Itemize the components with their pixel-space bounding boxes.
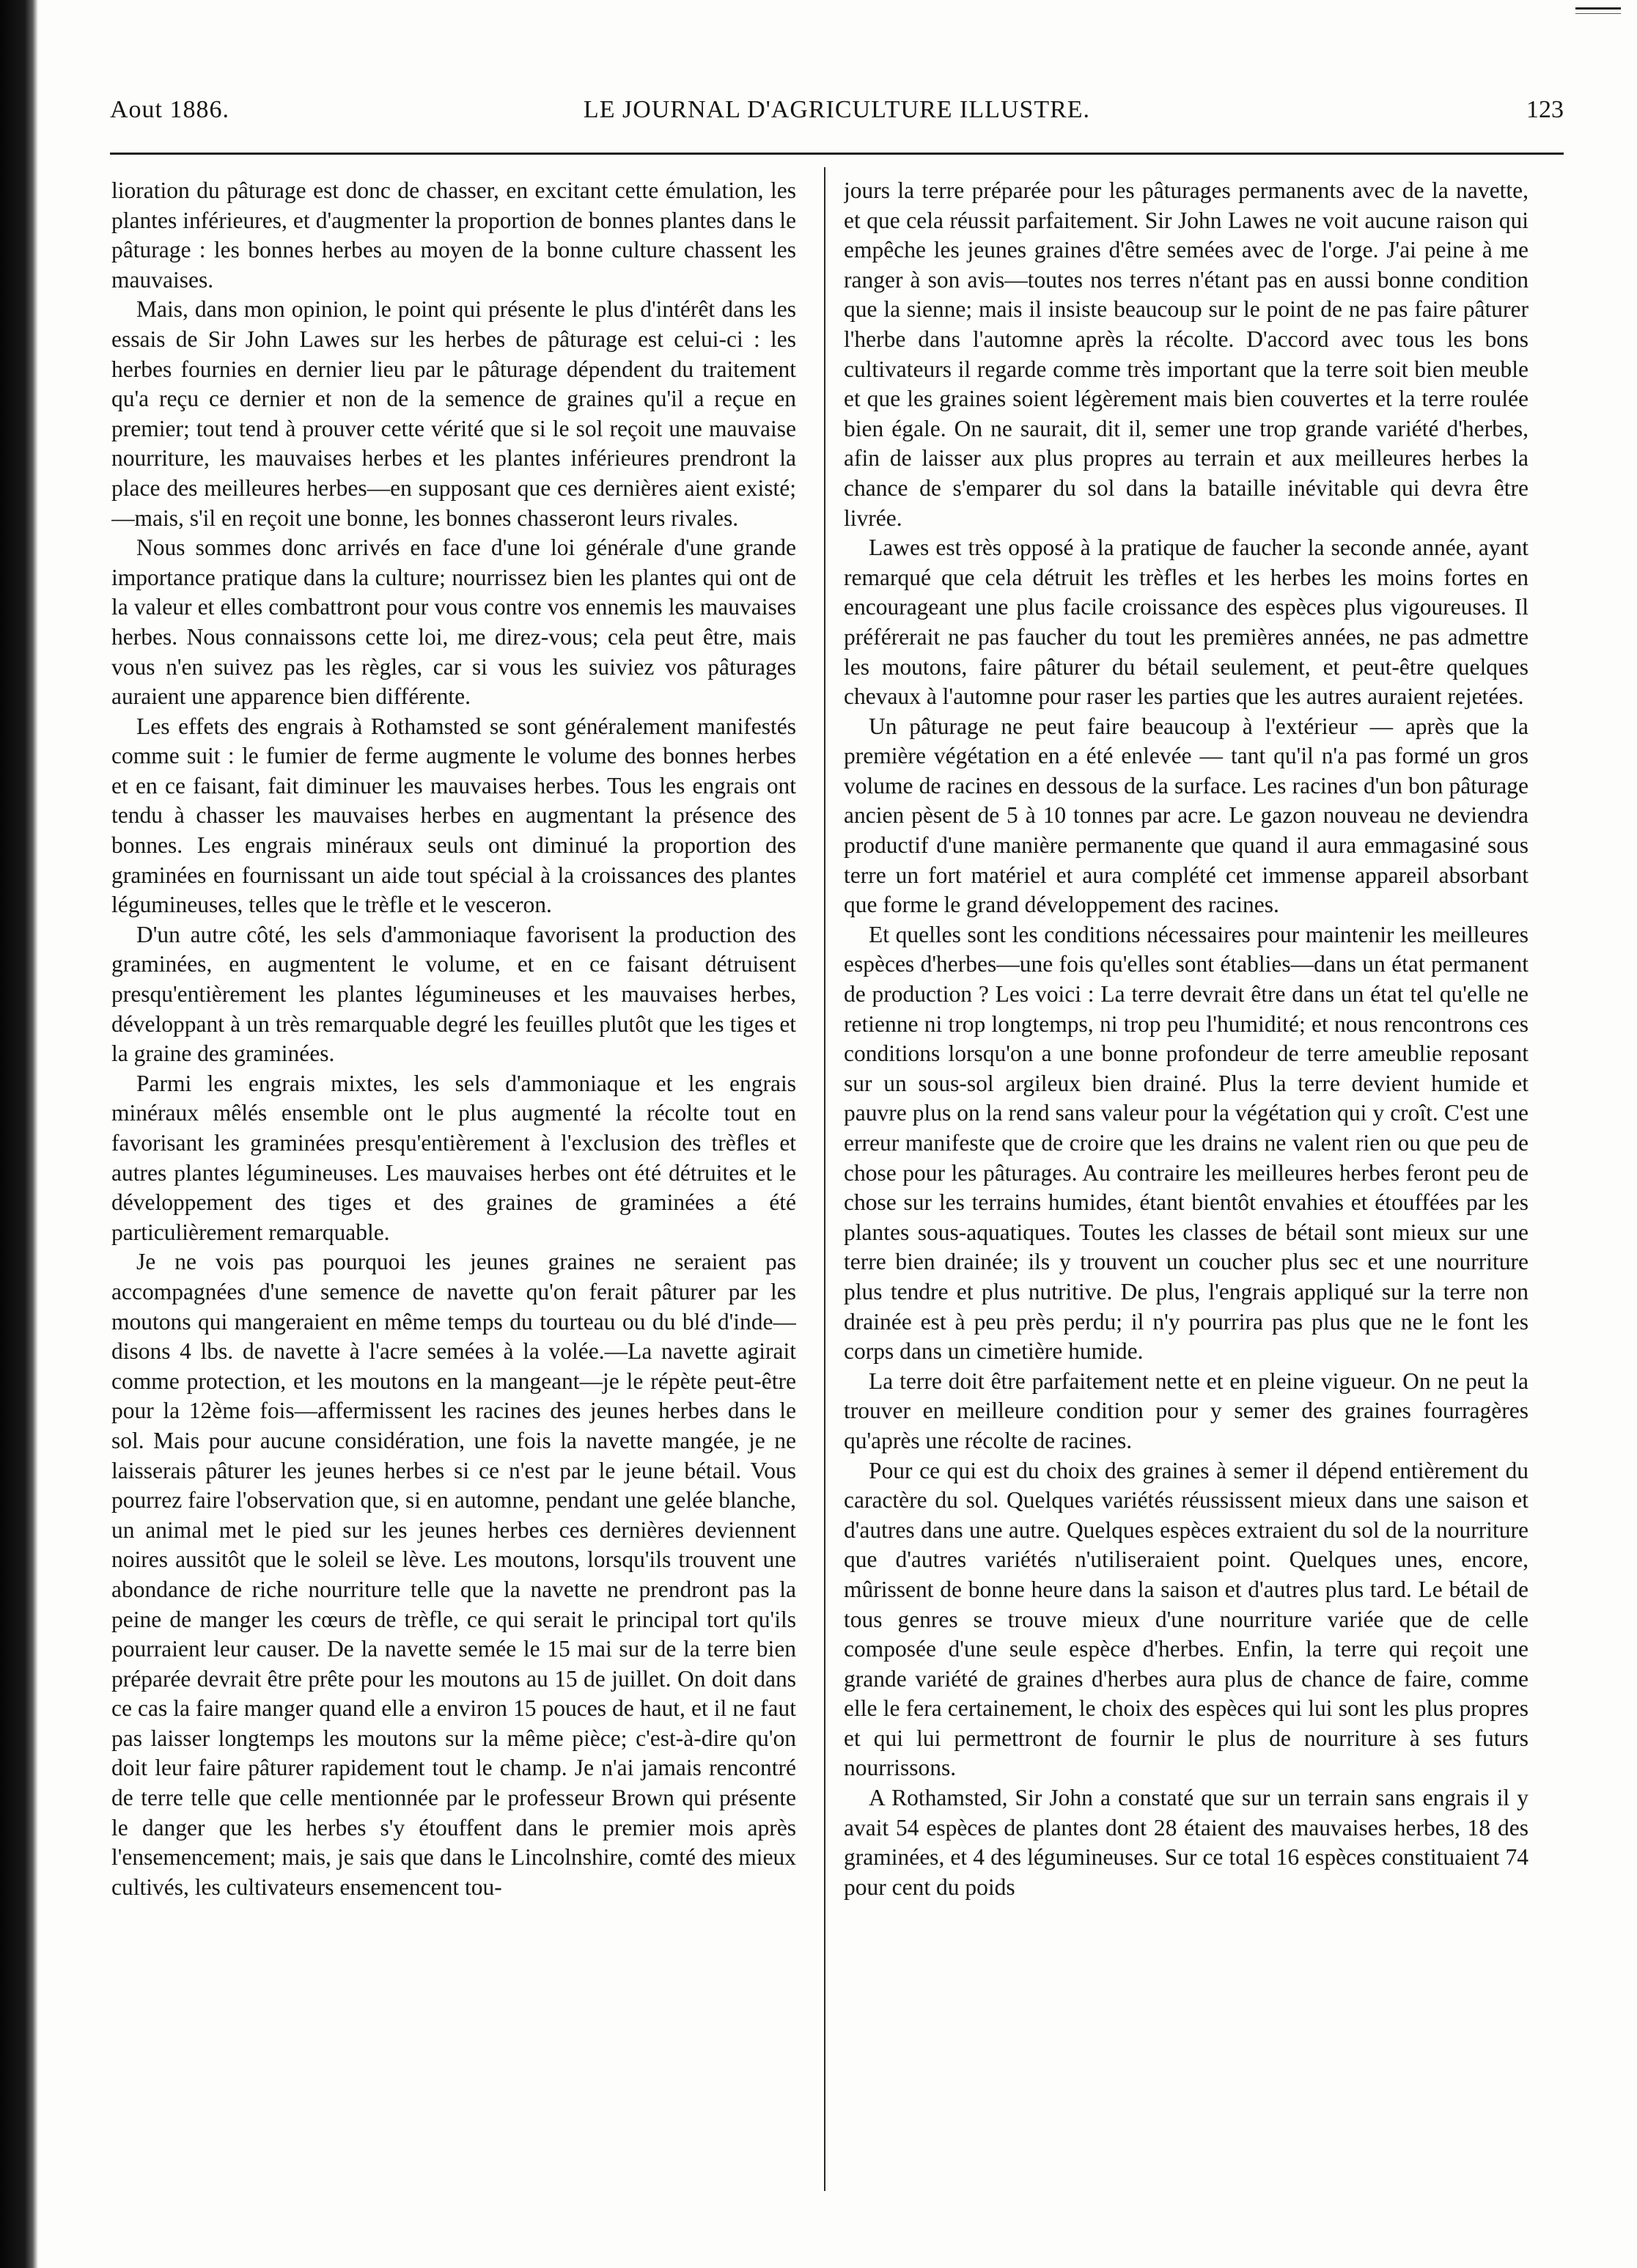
paragraph: lioration du pâturage est donc de chasser, en excitant cette émulation, les plantes inférieures, et d'augmenter la proportion de bonnes plantes dans le pâturage : les bonnes herbes au moyen de la bonne culture chassent les mauvaises. [111,177,796,293]
column-divider [824,167,825,2191]
corner-mark [1575,7,1621,10]
corner-mark-secondary [1575,13,1621,14]
paragraph: D'un autre côté, les sels d'ammoniaque favorisent la production des graminées, en augmentent le volume, et en ce faisant détruisent presqu'entièrement les plantes légumineuses et les mauvaises herbes, développant à un très remarquable degré les feuilles plutôt que les tiges et la graine des graminées. [111,921,796,1067]
paragraph: La terre doit être parfaitement nette et en pleine vigueur. On ne peut la trouver en meilleure condition pour y semer des graines fourragères qu'après une récolte de racines. [844,1368,1529,1453]
paragraph: Nous sommes donc arrivés en face d'une loi générale d'une grande importance pratique dans la culture; nourrissez bien les plantes qui ont de la valeur et elles combattront pour vous contre vos ennemis les mauvaises herbes. Nous connaissons cette loi, me direz-vous; cela peut être, mais vous n'en suivez pas les règles, car si vous les suiviez vos pâturages auraient une apparence bien différente. [111,535,796,710]
paragraph: Je ne vois pas pourquoi les jeunes graines ne seraient pas accompagnées d'une semence de navette qu'on ferait pâturer par les moutons qui mangeraient en même temps du tourteau ou du blé d'inde—disons 4 lbs. de navette à l'acre semées à la volée.—La navette agirait comme protection, et les moutons en la mangeant—je le répète peut-être pour la 12ème fois—affermissent les racines des jeunes herbes dans le sol. Mais pour aucune considération, une fois la navette mangée, je ne laisserais pâturer les jeunes herbes si ce n'est par le jeune bétail. Vous pourrez faire l'observation que, si en automne, pendant une gelée blanche, un animal met le pied sur les jeunes herbes ces dernières deviennent noires aussitôt que le soleil se lève. Les moutons, lorsqu'ils trouvent une abondance de riche nourriture telle que la navette ne prendront pas la peine de manger les cœurs de trèfle, ce qui serait le principal tort qu'ils pourraient leur causer. De la navette semée le 15 mai sur de la terre bien préparée devrait être prête pour les moutons au 15 de juillet. On doit dans ce cas la faire manger quand elle a environ 15 pouces de haut, et il ne faut pas laisser longtemps les moutons sur la même pièce; c'est-à-dire qu'on doit leur faire pâturer rapidement tout le champ. Je n'ai jamais rencontré de terre telle que celle mentionnée par le professeur Brown qui présente le danger que les herbes s'y étouffent dans le premier mois après l'ensemencement; mais, je sais que dans le Lincolnshire, comté des mieux cultivés, les cultivateurs ensemencent tou- [111,1249,796,1900]
paragraph: Un pâturage ne peut faire beaucoup à l'extérieur — après que la première végétation en a été enlevée — tant qu'il n'a pas formé un gros volume de racines en dessous de la surface. Les racines d'un bon pâturage ancien pèsent de 5 à 10 tonnes par acre. Le gazon nouveau ne deviendra productif d'une manière permanente que quand il aura emmagasiné sous terre un fort matériel et aura complété cet immense appareil absorbant que forme le grand développement des racines. [844,713,1529,918]
left-column [111,176,796,2200]
journal-title: LE JOURNAL D'AGRICULTURE ILLUSTRE. [583,96,1091,123]
paragraph: Lawes est très opposé à la pratique de faucher la seconde année, ayant remarqué que cela détruit les trèfles et les herbes les moins fortes en encourageant une plus facile croissance des espèces plus vigoureuses. Il préférerait ne pas faucher du tout les premières années, ne pas admettre les moutons, faire pâturer du bétail seulement, et peut-être quelques chevaux à l'automne pour raser les parties que les autres auraient rejetées. [844,535,1529,710]
paragraph: Les effets des engrais à Rothamsted se sont généralement manifestés comme suit : le fumier de ferme augmente le volume des bonnes herbes et en ce faisant, fait diminuer les mauvaises herbes. Tous les engrais ont tendu à chasser les mauvaises herbes en augmentant la présence des bonnes. Les engrais minéraux seuls ont diminué la proportion des graminées en fournissant un aide tout spécial à la croissances des plantes légumineuses, telles que le trèfle et le vesceron. [111,713,796,918]
paragraph: Pour ce qui est du choix des graines à semer il dépend entièrement du caractère du sol. Quelques variétés réussissent mieux dans une saison et d'autres dans une autre. Quelques espèces extraient du sol de la nourriture que d'autres variétés n'utiliseraient point. Quelques unes, encore, mûrissent de bonne heure dans la saison et d'autres plus tard. Le bétail de tous genres se trouve mieux d'une nourriture variée que de celle composée d'une seule espèce d'herbes. Enfin, la terre qui reçoit une grande variété de graines d'herbes aura plus de chance de faire, comme elle le fera certainement, le choix des espèces qui lui sont les plus propres et qui lui permettront de fournir le plus de nourriture à ses futurs nourrissons. [844,1457,1529,1781]
issue-date: Aout 1886. [110,96,229,123]
running-header [110,88,1564,132]
paragraph: Mais, dans mon opinion, le point qui présente le plus d'intérêt dans les essais de Sir John Lawes sur les herbes de pâturage est celui-ci : les herbes fournies en dernier lieu par le pâturage dépendent du traitement qu'a reçu ce dernier et non de la semence de graines qu'il a reçue en premier; tout tend à prouver cette vérité que si le sol reçoit une mauvaise nourriture, les mauvaises herbes et les plantes inférieures prendront la place des meilleures herbes—en supposant que ces dernières aient existé;—mais, s'il en reçoit une bonne, les bonnes chasseront leurs rivales. [111,296,796,531]
header-rule [110,153,1564,155]
scan-binding-edge [0,0,38,2268]
page-number: 123 [1526,96,1564,123]
paragraph: A Rothamsted, Sir John a constaté que sur un terrain sans engrais il y avait 54 espèces de plantes dont 28 étaient des mauvaises herbes, 18 des graminées, et 4 des légumineuses. Sur ce total 16 espèces constituaient 74 pour cent du poids [844,1785,1529,1900]
right-column [844,176,1529,2200]
paragraph: jours la terre préparée pour les pâturages permanents avec de la navette, et que cela réussit parfaitement. Sir John Lawes ne voit aucune raison qui empêche les jeunes graines d'être semées avec de l'orge. J'ai peine à me ranger à son avis—toutes nos terres n'étant pas en aussi bonne condition que la sienne; mais il insiste beaucoup sur le point de ne pas faire pâturer l'herbe dans l'automne après la récolte. D'accord avec tous les bons cultivateurs il regarde comme très important que la terre soit bien meuble et que les graines soient légèrement mais bien couvertes et la terre roulée bien égale. On ne saurait, dit il, semer une trop grande variété d'herbes, afin de laisser aux plus propres au terrain et aux meilleures herbes la chance de s'emparer du sol dans la bataille inévitable qui devra être livrée. [844,177,1529,531]
paragraph: Et quelles sont les conditions nécessaires pour maintenir les meilleures espèces d'herbes—une fois qu'elles sont établies—dans un état permanent de production ? Les voici : La terre devrait être dans un état tel qu'elle ne retienne ni trop longtemps, ni trop peu l'humidité; et nous rencontrons ces conditions lorsqu'on a une bonne profondeur de terre ameublie reposant sur un sous-sol argileux bien drainé. Plus la terre devient humide et pauvre plus on la rend sans valeur pour la végétation qui y croît. C'est une erreur manifeste que de croire que les drains ne valent rien ou que peu de chose pour les pâturages. Au contraire les meilleures herbes feront peu de chose sur les terrains humides, étant bientôt envahies et étouffées par les plantes sous-aquatiques. Toutes les classes de bétail sont mieux sur une terre bien drainée; ils y trouvent un coucher plus sec et une nourriture plus tendre et plus nutritive. De plus, l'engrais appliqué sur la terre non drainée est à peu près perdu; il n'y pourrira pas plus que ne le font les corps dans un cimetière humide. [844,921,1529,1365]
paragraph: Parmi les engrais mixtes, les sels d'ammoniaque et les engrais minéraux mêlés ensemble ont le plus augmenté la récolte tout en favorisant les graminées presqu'entièrement à l'exclusion des trèfles et autres plantes légumineuses. Les mauvaises herbes ont été détruites et le développement des tiges et des graines de graminées a été particulièrement remarquable. [111,1070,796,1245]
